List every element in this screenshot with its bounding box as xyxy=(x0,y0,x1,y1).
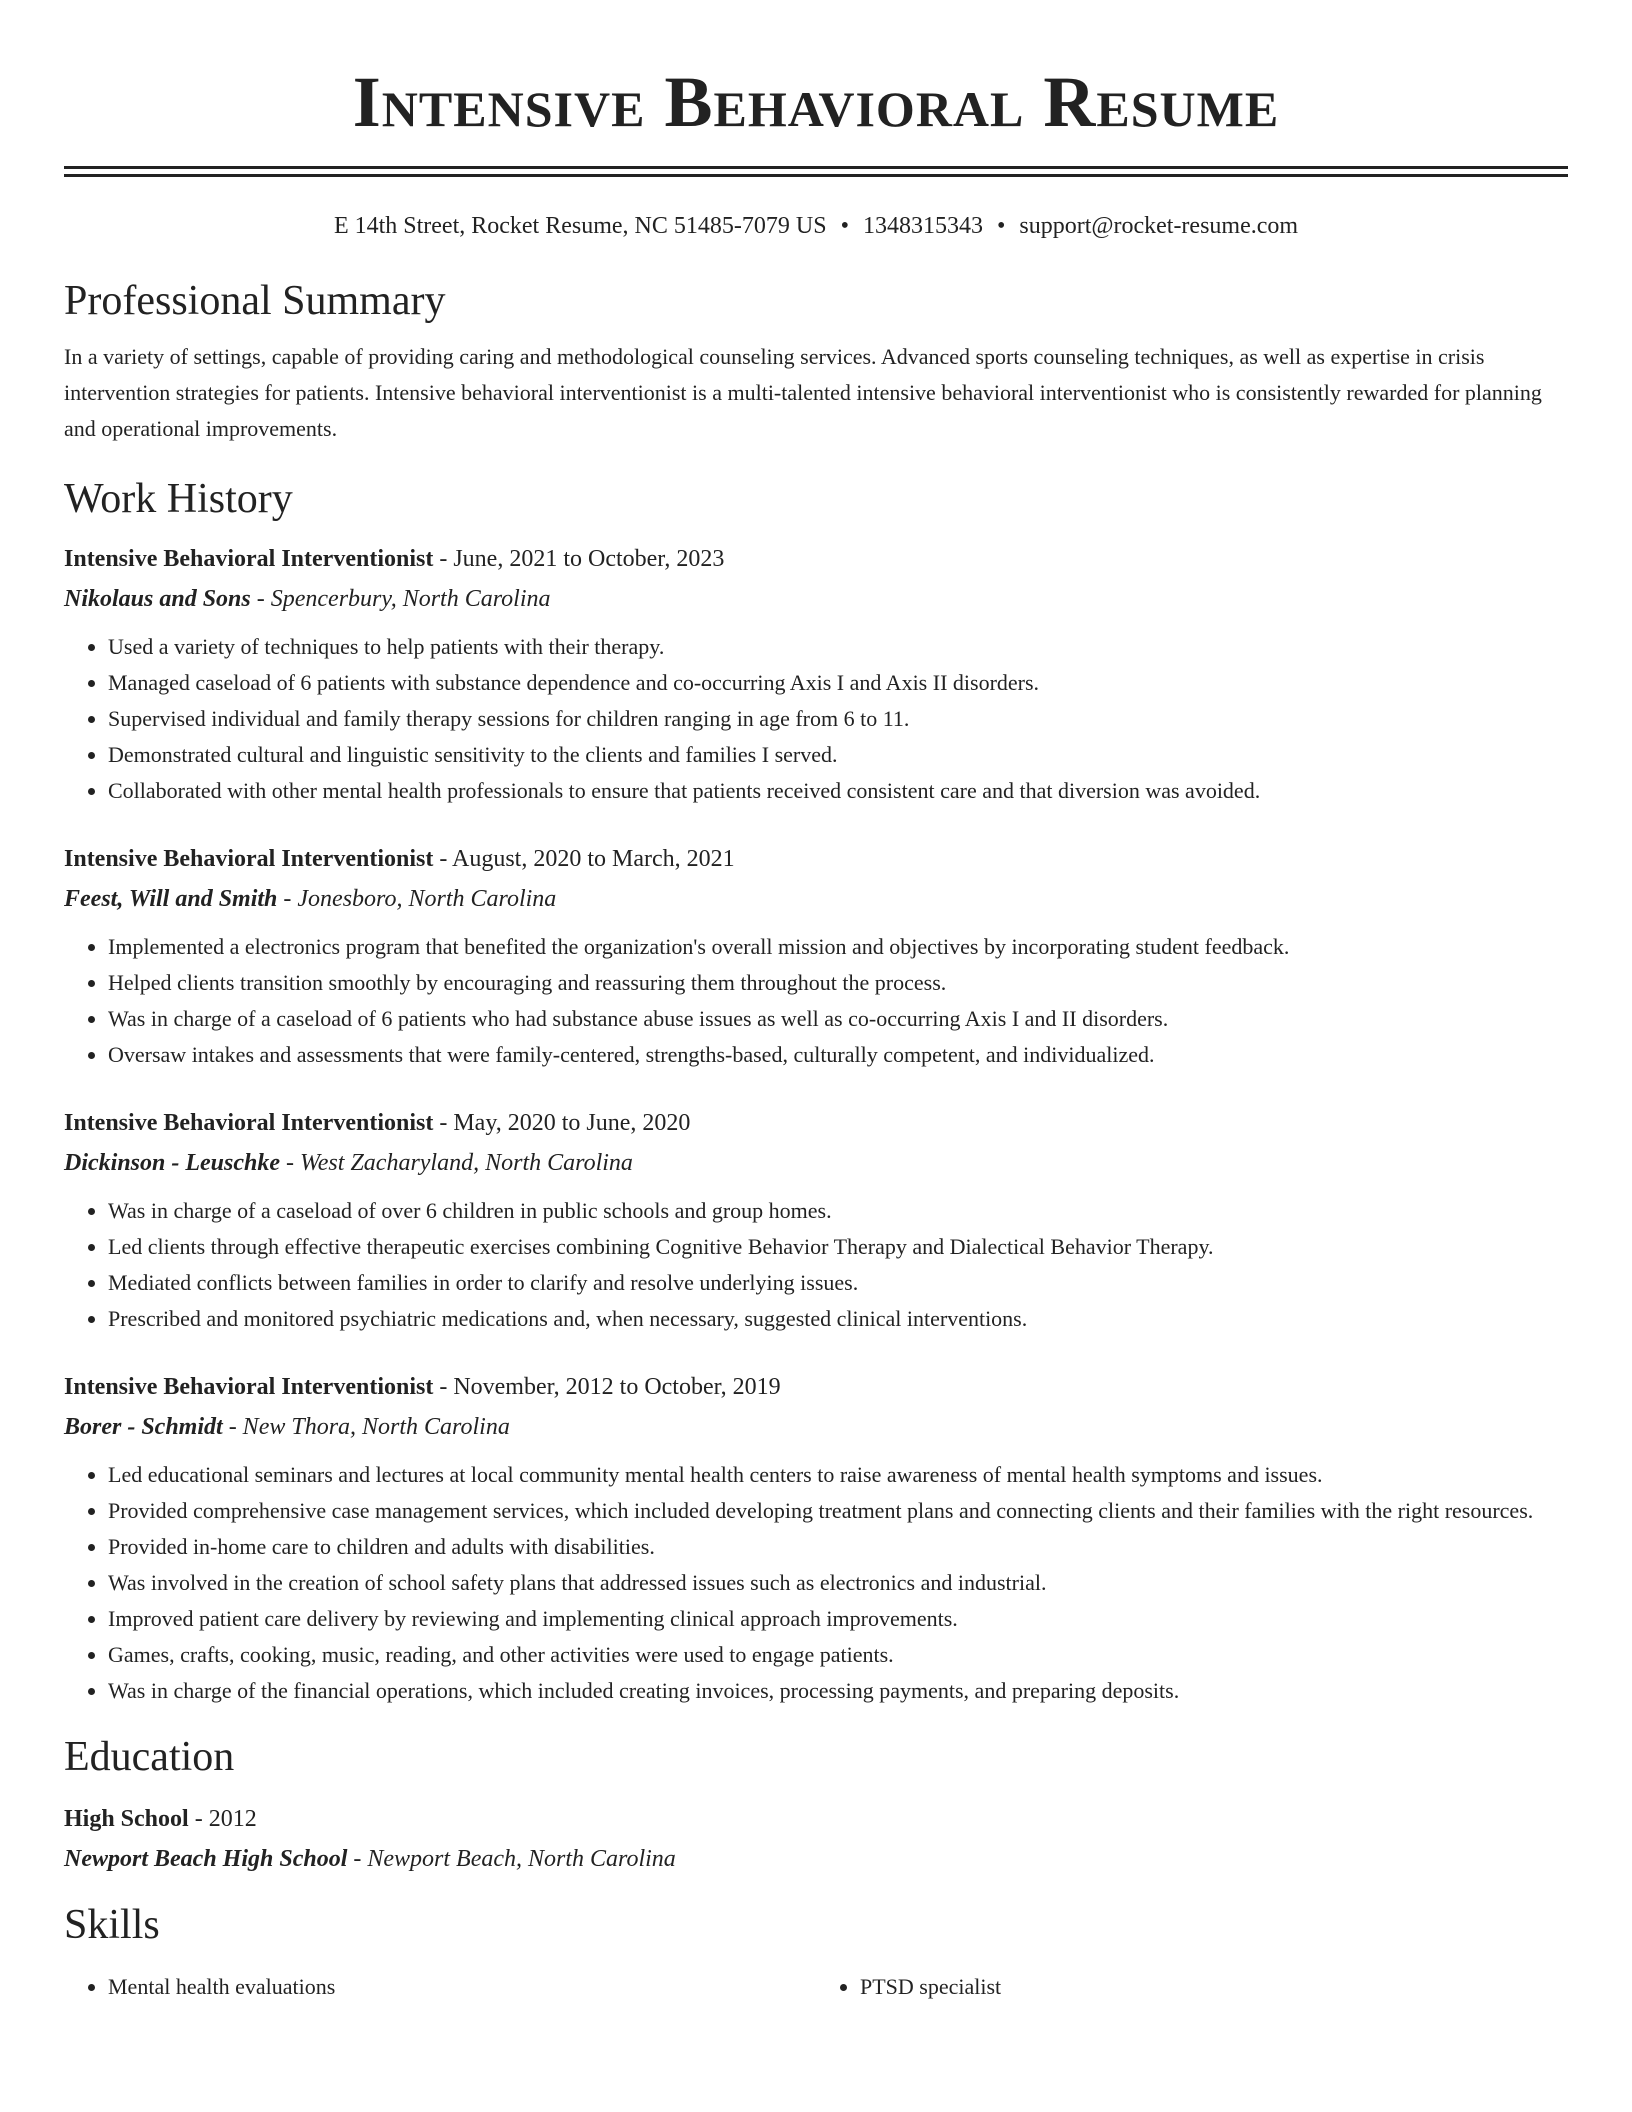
education-school: Newport Beach High School xyxy=(64,1846,348,1872)
job-role: Intensive Behavioral Interventionist xyxy=(64,1110,434,1136)
list-item: • Prescribed and monitored psychiatric medications and, when necessary, suggested clinical interventions. xyxy=(108,1301,1568,1337)
job-location: - Jonesboro, North Carolina xyxy=(277,886,557,912)
education-heading: Education xyxy=(64,1734,235,1780)
job-role: Intensive Behavioral Interventionist xyxy=(64,546,434,572)
job-company-line xyxy=(64,879,1568,919)
job-location: - Spencerbury, North Carolina xyxy=(250,586,551,612)
skills-column-right xyxy=(816,1969,1568,2005)
list-item: • Improved patient care delivery by reviewing and implementing clinical approach improvements. xyxy=(108,1601,1568,1637)
education-entry xyxy=(64,1799,1568,1879)
skills-list-right xyxy=(816,1969,1568,2005)
list-item: • Was involved in the creation of school safety plans that addressed issues such as electronics and industrial. xyxy=(108,1565,1568,1601)
job-company-line xyxy=(64,1143,1568,1183)
job-dates: - August, 2020 to March, 2021 xyxy=(433,846,735,872)
education-school-line xyxy=(64,1839,1568,1879)
list-item: • Demonstrated cultural and linguistic sensitivity to the clients and families I served. xyxy=(108,737,1568,773)
job-company: Feest, Will and Smith xyxy=(64,886,278,912)
job-role: Intensive Behavioral Interventionist xyxy=(64,846,434,872)
skills-column-left xyxy=(64,1969,816,2005)
contact-separator: • xyxy=(996,213,1006,239)
list-item: • Mental health evaluations xyxy=(108,1969,816,2005)
list-item: • Games, crafts, cooking, music, reading, and other activities were used to engage patients. xyxy=(108,1637,1568,1673)
skills-list-left xyxy=(64,1969,816,2005)
list-item: • Mediated conflicts between families in order to clarify and resolve underlying issues. xyxy=(108,1265,1568,1301)
list-item: • Provided comprehensive case management services, which included developing treatment plans and connecting clients and their families with the right resources. xyxy=(108,1493,1568,1529)
list-item: • Was in charge of the financial operations, which included creating invoices, processing payments, and preparing deposits. xyxy=(108,1673,1568,1709)
job-company: Nikolaus and Sons xyxy=(64,586,251,612)
contact-phone: 1348315343 xyxy=(862,213,983,239)
list-item: • Was in charge of a caseload of over 6 children in public schools and group homes. xyxy=(108,1193,1568,1229)
job-company-line xyxy=(64,579,1568,619)
work-history-heading: Work History xyxy=(64,476,293,522)
job-dates: - May, 2020 to June, 2020 xyxy=(433,1110,691,1136)
list-item: • Collaborated with other mental health professionals to ensure that patients received consistent care and that diversion was avoided. xyxy=(108,773,1568,809)
contact-address: E 14th Street, Rocket Resume, NC 51485-7079 US xyxy=(333,213,827,239)
job-company: Dickinson - Leuschke xyxy=(64,1150,280,1176)
job-entry xyxy=(64,1103,1568,1337)
job-entry xyxy=(64,539,1568,809)
job-company: Borer - Schmidt xyxy=(64,1414,223,1440)
job-title-line xyxy=(64,1367,1568,1407)
contact-line xyxy=(64,211,1568,241)
list-item: • Helped clients transition smoothly by encouraging and reassuring them throughout the process. xyxy=(108,965,1568,1001)
job-title-line xyxy=(64,839,1568,879)
education-location: - Newport Beach, North Carolina xyxy=(347,1846,676,1872)
education-degree: High School xyxy=(64,1806,189,1832)
title-double-rule xyxy=(64,166,1568,177)
job-company-line xyxy=(64,1407,1568,1447)
job-entry xyxy=(64,839,1568,1073)
job-title-line xyxy=(64,1103,1568,1143)
education-year: - 2012 xyxy=(188,1806,257,1832)
list-item: • Led clients through effective therapeutic exercises combining Cognitive Behavior Therapy and Dialectical Behavior Therapy. xyxy=(108,1229,1568,1265)
list-item: • PTSD specialist xyxy=(860,1969,1568,2005)
list-item: • Used a variety of techniques to help patients with their therapy. xyxy=(108,629,1568,665)
job-location: - New Thora, North Carolina xyxy=(222,1414,510,1440)
job-role: Intensive Behavioral Interventionist xyxy=(64,1374,434,1400)
list-item: • Implemented a electronics program that benefited the organization's overall mission and objectives by incorporating student feedback. xyxy=(108,929,1568,965)
job-dates: - November, 2012 to October, 2019 xyxy=(433,1374,781,1400)
skills-heading: Skills xyxy=(64,1902,160,1948)
resume-title: Intensive Behavioral Resume xyxy=(352,62,1280,142)
list-item: • Supervised individual and family therapy sessions for children ranging in age from 6 to 11. xyxy=(108,701,1568,737)
job-dates: - June, 2021 to October, 2023 xyxy=(433,546,725,572)
summary-text: In a variety of settings, capable of providing caring and methodological counseling services. Advanced sports counseling techniques, as well as expertise in crisis intervention strategies for patients. Intensive behavioral interventionist is a multi-talented intensive behavioral interventionist who is consistently rewarded for planning and operational improvements. xyxy=(64,344,1542,441)
job-entry xyxy=(64,1367,1568,1709)
job-location: - West Zacharyland, North Carolina xyxy=(280,1150,633,1176)
list-item: • Managed caseload of 6 patients with substance dependence and co-occurring Axis I and Axis II disorders. xyxy=(108,665,1568,701)
education-degree-line xyxy=(64,1799,1568,1839)
job-bullets xyxy=(64,929,1568,1073)
job-bullets xyxy=(64,1457,1568,1709)
summary-heading: Professional Summary xyxy=(64,278,446,324)
job-title-line xyxy=(64,539,1568,579)
contact-separator: • xyxy=(840,213,849,239)
job-bullets xyxy=(64,1193,1568,1337)
job-bullets xyxy=(64,629,1568,809)
list-item: • Led educational seminars and lectures at local community mental health centers to raise awareness of mental health symptoms and issues. xyxy=(108,1457,1568,1493)
contact-email: support@rocket-resume.com xyxy=(1019,213,1299,239)
skills-grid xyxy=(64,1969,1568,2005)
list-item: • Was in charge of a caseload of 6 patients who had substance abuse issues as well as co-occurring Axis I and II disorders. xyxy=(108,1001,1568,1037)
list-item: • Oversaw intakes and assessments that were family-centered, strengths-based, culturally competent, and individualized. xyxy=(108,1037,1568,1073)
list-item: • Provided in-home care to children and adults with disabilities. xyxy=(108,1529,1568,1565)
